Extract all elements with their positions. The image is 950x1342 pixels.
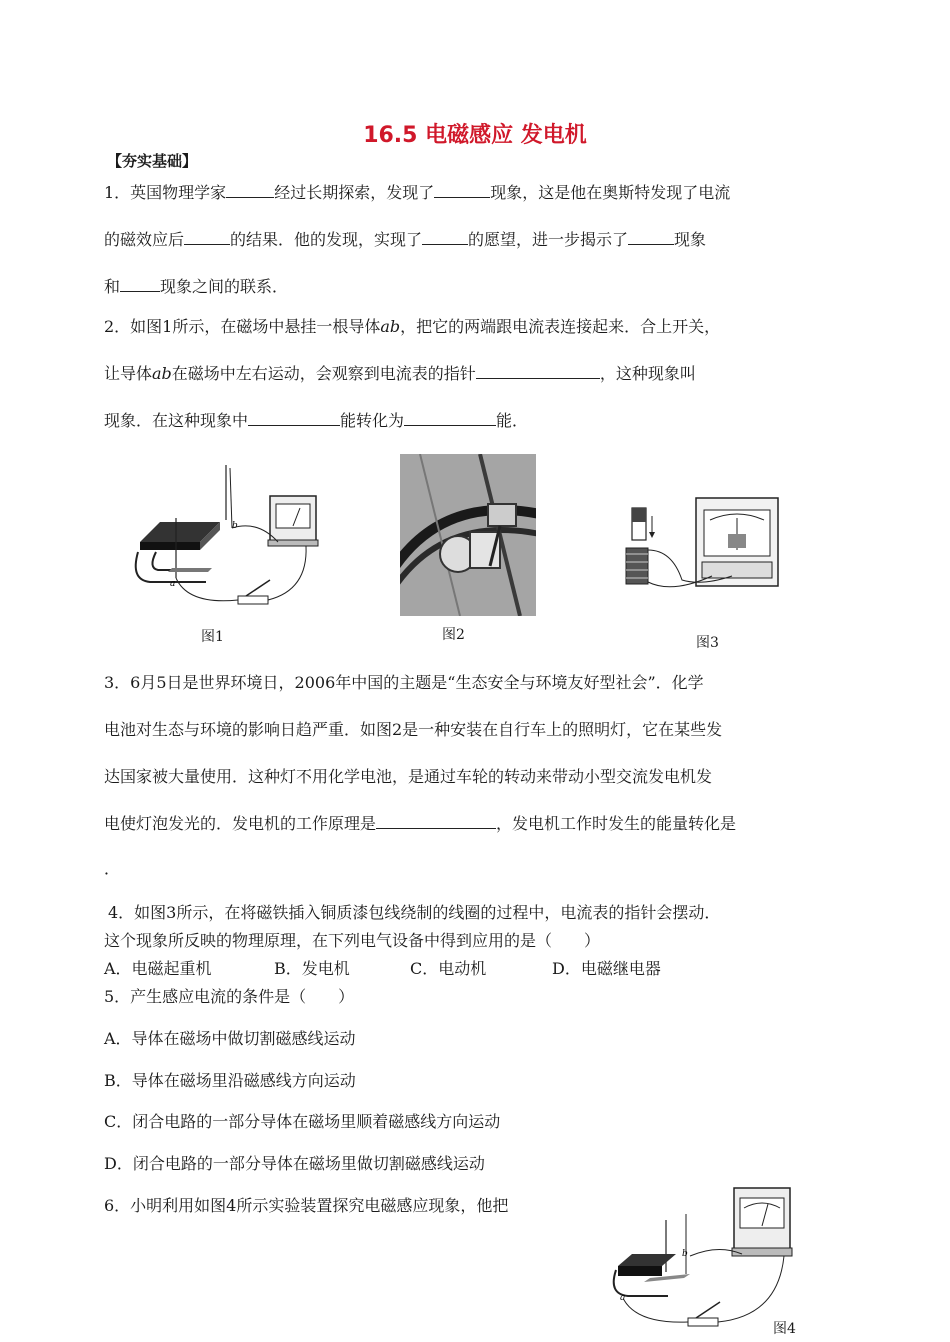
- q3-line-3: 达国家被大量使用．这种灯不用化学电池，是通过车轮的转动来带动小型交流发电机发: [104, 767, 713, 786]
- q5-option-a: A．导体在磁场中做切割磁感线运动: [104, 1029, 356, 1048]
- page-title: 16.5 电磁感应 发电机: [363, 123, 587, 148]
- figure-1-caption: 图1: [201, 629, 224, 645]
- figure-1-induction-apparatus: [128, 460, 328, 610]
- q5-option-b: B．导体在磁场里沿磁感线方向运动: [104, 1071, 356, 1090]
- q3-line-4: 电使灯泡发光的．发电机的工作原理是 ，发电机工作时发生的能量转化是: [104, 814, 737, 833]
- q4-option-d: D．电磁继电器: [552, 959, 661, 978]
- q3-line-5: ．: [104, 859, 121, 878]
- figure-2-bicycle-dynamo-photo: [400, 454, 536, 616]
- label-b: b: [232, 521, 238, 531]
- q3-line-1: 3．6月5日是世界环境日，2006年中国的主题是“生态安全与环境友好型社会”．化学: [104, 673, 704, 692]
- section-heading: 【夯实基础】: [107, 152, 198, 170]
- q3-line-2: 电池对生态与环境的影响日趋严重．如图2是一种安装在自行车上的照明灯，它在某些发: [104, 720, 723, 739]
- q5-stem: 5．产生感应电流的条件是（ ）: [104, 987, 355, 1006]
- q4-option-c: C．电动机: [410, 959, 487, 978]
- q6-stem: 6．小明利用如图4所示实验装置探究电磁感应现象，他把: [104, 1196, 509, 1215]
- q4-option-a: A．电磁起重机: [104, 959, 212, 978]
- q5-option-d: D．闭合电路的一部分导体在磁场里做切割磁感线运动: [104, 1154, 485, 1173]
- q1-line-3: 和 现象之间的联系．: [104, 277, 289, 296]
- q4-line-2: 这个现象所反映的物理原理，在下列电气设备中得到应用的是（ ）: [104, 931, 601, 950]
- label-a-fig4: a: [620, 1293, 626, 1303]
- figure-4-caption: 图4: [773, 1321, 796, 1337]
- q1-line-2: 的磁效应后 的结果．他的发现，实现了 的愿望，进一步揭示了 现象: [104, 230, 707, 249]
- figure-4-induction-apparatus: [608, 1184, 808, 1334]
- q2-line-3: 现象．在这种现象中 能转化为 能．: [104, 411, 529, 430]
- figure-3-caption: 图3: [696, 635, 719, 651]
- label-a: a: [170, 579, 176, 589]
- q2-line-2: 让导体ab在磁场中左右运动，会观察到电流表的指针 ，这种现象叫: [104, 364, 696, 383]
- q4-option-b: B．发电机: [274, 959, 350, 978]
- label-b-fig4: b: [682, 1249, 688, 1259]
- q2-line-1: 2．如图1所示，在磁场中悬挂一根导体ab，把它的两端跟电流表连接起来．合上开关，: [104, 317, 721, 336]
- figure-2-caption: 图2: [442, 627, 465, 643]
- q1-line-1: 1．英国物理学家 经过长期探索，发现了 现象，这是他在奥斯特发现了电流: [104, 183, 731, 202]
- figure-3-magnet-coil-ammeter: [612, 490, 792, 600]
- q5-option-c: C．闭合电路的一部分导体在磁场里顺着磁感线方向运动: [104, 1112, 501, 1131]
- q4-line-1: 4．如图3所示，在将磁铁插入铜质漆包线绕制的线圈的过程中，电流表的指针会摆动．: [108, 903, 721, 922]
- q4-options: [104, 956, 661, 979]
